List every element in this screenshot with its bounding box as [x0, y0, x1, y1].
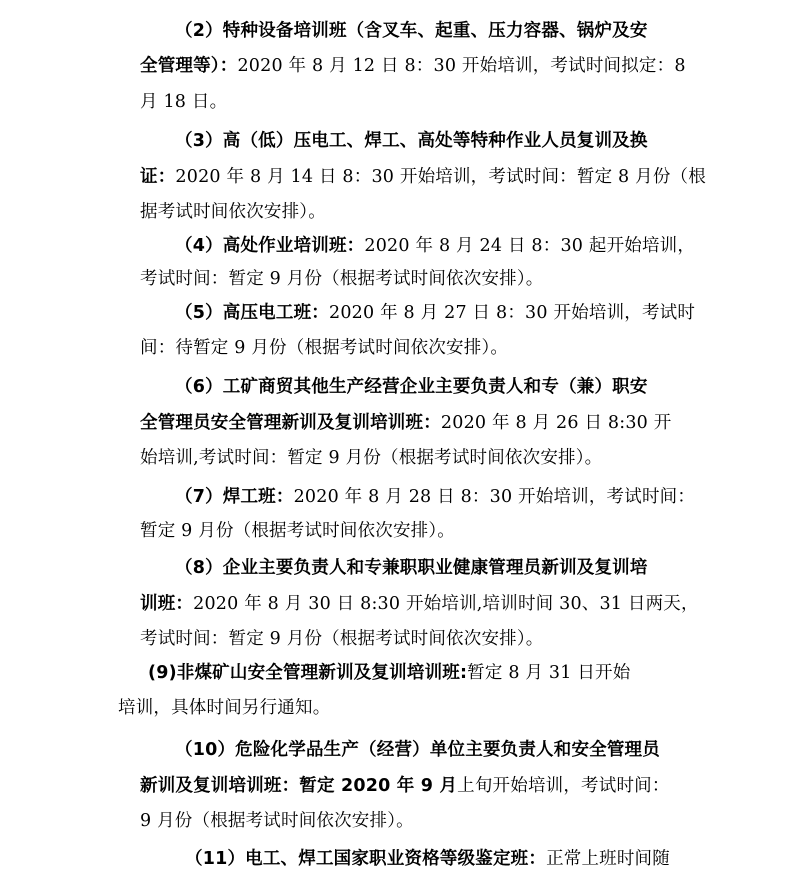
- item-body-text: 上旬开始培训，考试时间：: [457, 776, 670, 796]
- paragraph-line: [175, 375, 648, 399]
- item-heading-text: （6）工矿商贸其他生产经营企业主要负责人和专（兼）职安: [175, 377, 648, 397]
- paragraph-line: [175, 234, 695, 258]
- item-heading-text: （3）高（低）压电工、焊工、高处等特种作业人员复训及换: [175, 131, 648, 151]
- paragraph-line: [148, 661, 630, 685]
- paragraph-line: [175, 556, 648, 580]
- paragraph-line: [175, 301, 695, 325]
- item-body-text: 培训，具体时间另行通知。: [118, 698, 331, 718]
- item-body-text: 始培训,考试时间：暂定 9 月份（根据考试时间依次安排）。: [140, 448, 603, 468]
- paragraph-line: [175, 19, 648, 43]
- item-body-text: 2020 年 8 月 30 日 8:30 开始培训,培训时间 30、31 日两天，: [193, 594, 699, 614]
- item-heading-text: （7）焊工班：: [175, 487, 294, 507]
- item-body-text: 正常上班时间随: [546, 849, 670, 869]
- item-body-text: 间：待暂定 9 月份（根据考试时间依次安排）。: [140, 338, 509, 358]
- paragraph-line: [140, 267, 544, 291]
- paragraph-line: [140, 54, 686, 78]
- item-heading-text: （4）高处作业培训班：: [175, 236, 365, 256]
- item-body-text: 2020 年 8 月 12 日 8：30 开始培训，考试时间拟定：8: [237, 56, 686, 76]
- paragraph-line: [140, 809, 414, 833]
- paragraph-line: [140, 165, 706, 189]
- paragraph-line: [140, 446, 602, 470]
- paragraph-line: [140, 519, 455, 543]
- item-heading-text: 训班：: [140, 594, 194, 614]
- item-heading-text: （10）危险化学品生产（经营）单位主要负责人和安全管理员: [175, 740, 660, 760]
- item-heading-text: 全管理员安全管理新训及复训培训班：: [140, 413, 441, 433]
- item-body-text: 暂定 8 月 31 日开始: [467, 663, 631, 683]
- paragraph-line: [118, 696, 330, 720]
- item-heading-text: 全管理等）：: [140, 56, 238, 76]
- item-body-text: 2020 年 8 月 26 日 8:30 开: [440, 413, 672, 433]
- item-heading-text: 新训及复训培训班：暂定 2020 年 9 月: [140, 776, 458, 796]
- item-body-text: 2020 年 8 月 14 日 8：30 开始培训，考试时间：暂定 8 月份（根: [175, 167, 706, 187]
- paragraph-line: [175, 485, 695, 509]
- item-body-text: 考试时间：暂定 9 月份（根据考试时间依次安排）。: [140, 269, 544, 289]
- paragraph-line: [140, 411, 671, 435]
- item-body-text: 考试时间：暂定 9 月份（根据考试时间依次安排）。: [140, 629, 544, 649]
- paragraph-line: [175, 738, 660, 762]
- paragraph-line: [140, 200, 326, 224]
- item-body-text: 暂定 9 月份（根据考试时间依次安排）。: [140, 521, 456, 541]
- paragraph-line: [140, 627, 544, 651]
- paragraph-line: [185, 847, 670, 871]
- item-body-text: 2020 年 8 月 24 日 8：30 起开始培训，: [364, 236, 696, 256]
- item-heading-text: （5）高压电工班：: [175, 303, 329, 323]
- item-body-text: 月 18 日。: [140, 92, 228, 112]
- item-body-text: 2020 年 8 月 28 日 8：30 开始培训，考试时间：: [293, 487, 696, 507]
- paragraph-line: [175, 129, 648, 153]
- paragraph-line: [140, 592, 699, 616]
- item-heading-text: 证：: [140, 167, 176, 187]
- paragraph-line: [140, 90, 227, 114]
- item-body-text: 2020 年 8 月 27 日 8：30 开始培训，考试时: [328, 303, 696, 323]
- item-heading-text: (9)非煤矿山安全管理新训及复训培训班:: [148, 663, 468, 683]
- item-heading-text: （11）电工、焊工国家职业资格等级鉴定班：: [185, 849, 547, 869]
- item-heading-text: （2）特种设备培训班（含叉车、起重、压力容器、锅炉及安: [175, 21, 648, 41]
- item-body-text: 据考试时间依次安排）。: [140, 202, 326, 222]
- paragraph-line: [140, 336, 508, 360]
- paragraph-line: [140, 774, 670, 798]
- item-heading-text: （8）企业主要负责人和专兼职职业健康管理员新训及复训培: [175, 558, 648, 578]
- item-body-text: 9 月份（根据考试时间依次安排）。: [140, 811, 414, 831]
